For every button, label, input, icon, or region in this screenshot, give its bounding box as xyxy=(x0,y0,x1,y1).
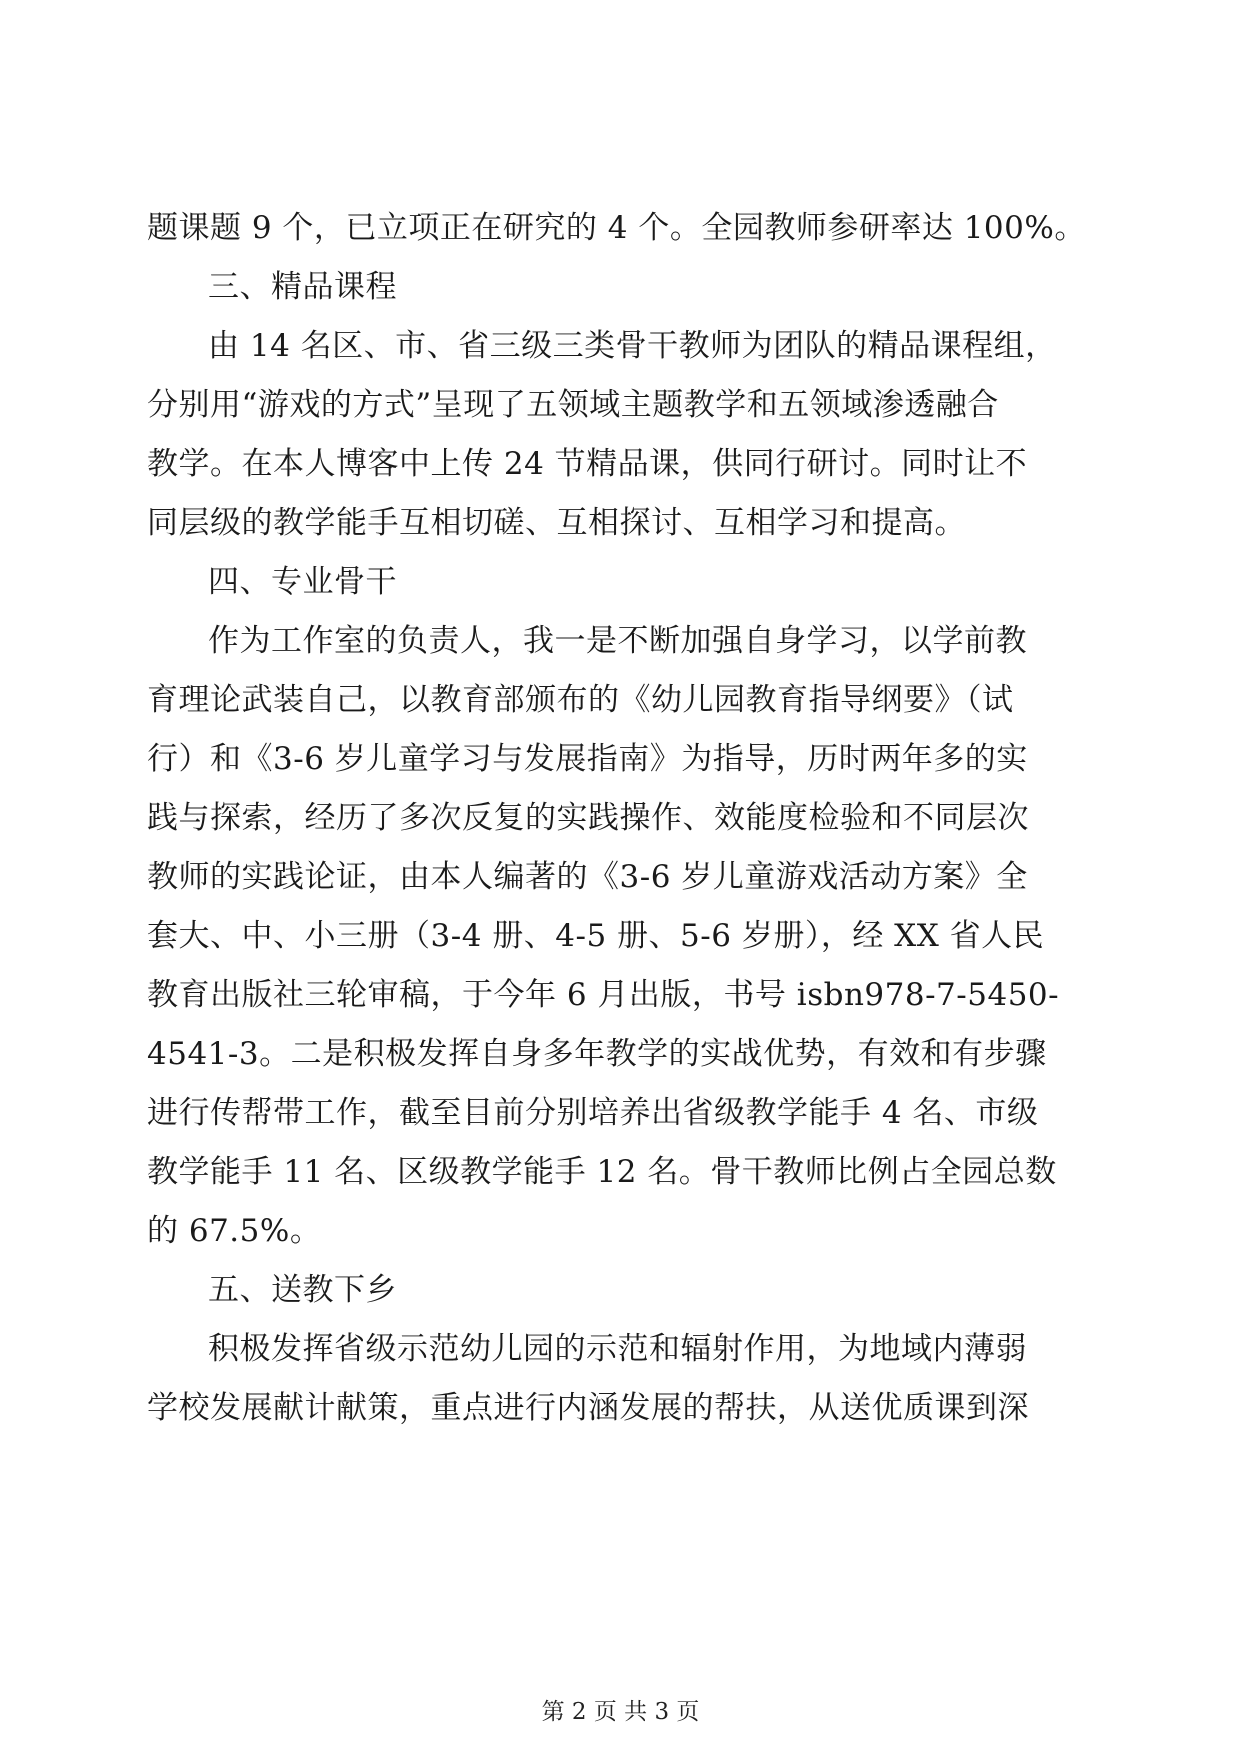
text-line: 践与探索，经历了多次反复的实践操作、效能度检验和不同层次 xyxy=(147,800,1029,836)
text-line: 4541-3。二是积极发挥自身多年教学的实战优势，有效和有步骤 xyxy=(147,1036,1047,1072)
text-line: 进行传帮带工作，截至目前分别培养出省级教学能手 4 名、市级 xyxy=(147,1095,1039,1131)
text-line: 行）和《3-6 岁儿童学习与发展指南》为指导，历时两年多的实 xyxy=(147,741,1028,777)
section-heading: 五、送教下乡 xyxy=(208,1272,397,1308)
text-line: 的 67.5%。 xyxy=(147,1213,322,1249)
text-line: 套大、中、小三册（3-4 册、4-5 册、5-6 岁册），经 XX 省人民 xyxy=(147,918,1045,954)
text-line: 题课题 9 个，已立项正在研究的 4 个。全园教师参研率达 100%。 xyxy=(147,210,1086,246)
text-line: 作为工作室的负责人，我一是不断加强自身学习，以学前教 xyxy=(208,623,1027,659)
text-line: 由 14 名区、市、省三级三类骨干教师为团队的精品课程组， xyxy=(208,328,1057,364)
section-heading: 四、专业骨干 xyxy=(208,564,397,600)
section-heading: 三、精品课程 xyxy=(208,269,397,305)
text-line: 育理论武装自己，以教育部颁布的《幼儿园教育指导纲要》（试 xyxy=(147,682,1014,718)
text-line: 分别用“游戏的方式”呈现了五领域主题教学和五领域渗透融合 xyxy=(147,387,999,423)
text-line: 学校发展献计献策，重点进行内涵发展的帮扶，从送优质课到深 xyxy=(147,1390,1029,1426)
page-number-footer: 第 2 页 共 3 页 xyxy=(541,1699,700,1725)
text-line: 积极发挥省级示范幼儿园的示范和辐射作用，为地域内薄弱 xyxy=(208,1331,1027,1367)
text-line: 教育出版社三轮审稿，于今年 6 月出版，书号 isbn978-7-5450- xyxy=(147,977,1060,1013)
text-line: 同层级的教学能手互相切磋、互相探讨、互相学习和提高。 xyxy=(147,505,966,541)
text-line: 教学能手 11 名、区级教学能手 12 名。骨干教师比例占全园总数 xyxy=(147,1154,1057,1190)
text-line: 教学。在本人博客中上传 24 节精品课，供同行研讨。同时让不 xyxy=(147,446,1028,482)
text-line: 教师的实践论证，由本人编著的《3-6 岁儿童游戏活动方案》全 xyxy=(147,859,1028,895)
